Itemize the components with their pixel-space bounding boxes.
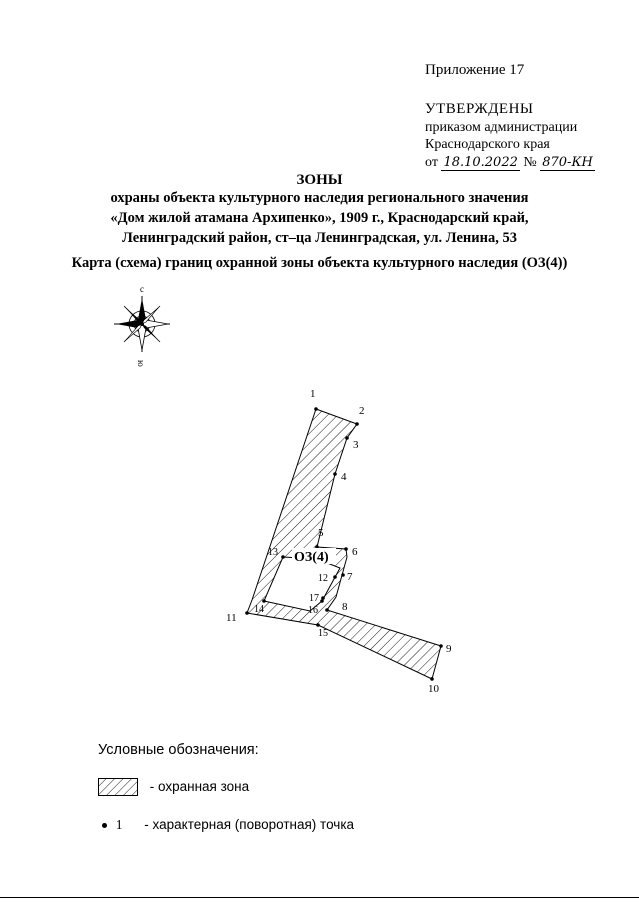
point-label-10: 10 <box>428 683 439 695</box>
page-bottom-rule <box>0 897 639 898</box>
point-10-marker <box>430 677 434 681</box>
point-9-marker <box>439 644 443 648</box>
point-6-marker <box>344 547 348 551</box>
point-1-marker <box>314 407 318 411</box>
point-13-marker <box>281 555 285 559</box>
map-title: Карта (схема) границ охранной зоны объекта культурного наследия (ОЗ(4)) <box>71 255 568 271</box>
title-line-1: охраны объекта культурного наследия регионального значения <box>110 190 529 206</box>
point-label-15: 15 <box>318 628 328 639</box>
point-label-14: 14 <box>254 604 264 615</box>
title-line-2: «Дом жилой атамана Архипенко», 1909 г., Краснодарский край, <box>110 210 529 226</box>
point-label-3: 3 <box>353 439 359 451</box>
document-title: ЗОНЫ <box>296 172 343 188</box>
number-prefix: № <box>523 155 537 170</box>
point-4-marker <box>333 472 337 476</box>
point-label-4: 4 <box>341 471 347 483</box>
compass-south-label: ю <box>136 360 146 367</box>
legend-point-number: 1 <box>115 817 123 832</box>
appendix-number: Приложение 17 <box>425 62 525 78</box>
point-label-6: 6 <box>352 546 358 558</box>
point-label-2: 2 <box>359 405 365 417</box>
approved-heading: УТВЕРЖДЕНЫ <box>425 101 534 117</box>
point-label-8: 8 <box>342 601 348 613</box>
point-15-marker <box>316 623 320 627</box>
point-17-marker <box>321 596 325 600</box>
compass-north-label: с <box>140 284 144 294</box>
legend-hatch-swatch <box>98 778 138 796</box>
point-label-13: 13 <box>268 547 278 558</box>
protection-zone-polygon <box>247 409 441 679</box>
title-line-3: Ленинградский район, ст–ца Ленинградская, ул. Ленина, 53 <box>122 230 517 246</box>
point-7-marker <box>341 573 345 577</box>
point-label-1: 1 <box>310 388 316 400</box>
point-label-11: 11 <box>226 612 237 624</box>
point-label-7: 7 <box>347 571 353 583</box>
legend-title: Условные обозначения: <box>98 742 259 758</box>
point-11-marker <box>245 611 249 615</box>
point-label-9: 9 <box>446 643 452 655</box>
order-authority-line2: Краснодарского края <box>425 137 550 152</box>
legend-zone-label: - охранная зона <box>149 778 250 794</box>
point-label-16: 16 <box>308 605 318 616</box>
order-number: 870-КН <box>542 155 593 170</box>
point-3-marker <box>345 436 349 440</box>
zone-label: ОЗ(4) <box>294 550 329 565</box>
point-8-marker <box>325 608 329 612</box>
legend-point-dot <box>102 823 107 828</box>
order-authority-line1: приказом администрации <box>425 120 578 135</box>
point-2-marker <box>355 422 359 426</box>
legend-point-row <box>98 817 354 833</box>
date-prefix: от <box>425 155 438 170</box>
point-label-5: 5 <box>318 527 324 539</box>
order-date: 18.10.2022 <box>443 155 518 170</box>
legend-zone-row <box>98 778 249 796</box>
point-label-17: 17 <box>309 593 319 604</box>
point-label-12: 12 <box>318 573 328 584</box>
point-14-marker <box>262 599 266 603</box>
legend-point-label: - характерная (поворотная) точка <box>144 817 355 832</box>
point-12-marker <box>333 575 337 579</box>
